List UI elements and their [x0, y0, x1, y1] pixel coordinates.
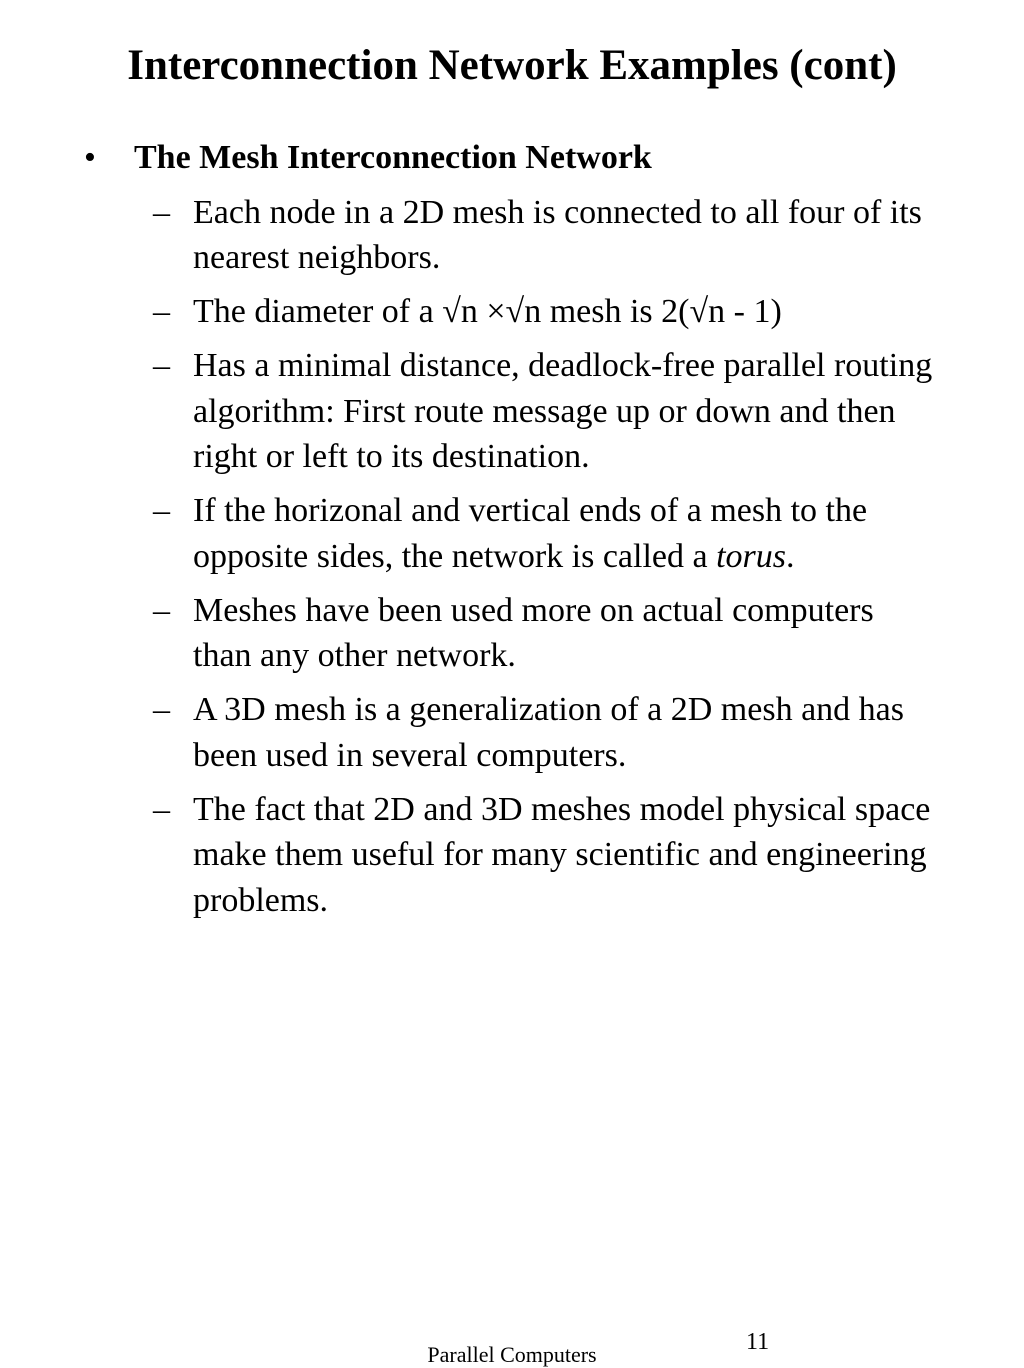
dash-mark: – [153, 193, 170, 231]
footer-title: Parallel Computers [427, 1342, 597, 1367]
dash-mark: – [153, 790, 170, 828]
slide-title: Interconnection Network Examples (cont) [127, 42, 897, 89]
sub-bullet-text: If the horizonal and vertical ends of a mesh to the opposite sides, the network is called a [193, 492, 868, 575]
sub-bullet-torus [0, 488, 1024, 579]
main-bullet [0, 135, 1024, 181]
dash-mark: – [153, 691, 170, 728]
sub-bullet-physical-space [0, 787, 1024, 924]
sub-bullet-text: Meshes have been used more on actual computers than any other network. [193, 591, 874, 674]
sub-bullet-text: Has a minimal distance, deadlock-free parallel routing algorithm: First route message up or down and then right or left to its destination. [193, 347, 933, 475]
sub-bullet-routing [0, 343, 1024, 480]
sub-bullet-period: . [786, 537, 795, 575]
sub-bullet-neighbors [0, 190, 1024, 281]
sub-bullet-text: The fact that 2D and 3D meshes model physical space make them useful for many scientific and engineering problems. [193, 790, 931, 919]
sub-bullet-text: The diameter of a √n ×√n mesh is 2(√n - 1) [193, 293, 782, 330]
dash-mark: – [153, 492, 170, 529]
dash-mark: – [153, 293, 170, 330]
sub-bullet-usage [0, 588, 1024, 679]
torus-term: torus [716, 537, 787, 575]
bullet-heading: The Mesh Interconnection Network [134, 139, 652, 176]
sub-bullet-text: A 3D mesh is a generalization of a 2D mesh and has been used in several computers. [193, 691, 904, 774]
sub-bullet-diameter [0, 289, 1024, 335]
page-number: 11 [746, 1329, 770, 1355]
sub-bullet-text: Each node in a 2D mesh is connected to all four of its nearest neighbors. [193, 193, 922, 276]
bullet-dot: • [84, 139, 96, 176]
sub-bullet-list [0, 190, 1024, 924]
dash-mark: – [153, 347, 170, 384]
sub-bullet-3d-mesh [0, 687, 1024, 778]
dash-mark: – [153, 591, 170, 629]
bullet-list [0, 135, 1024, 923]
